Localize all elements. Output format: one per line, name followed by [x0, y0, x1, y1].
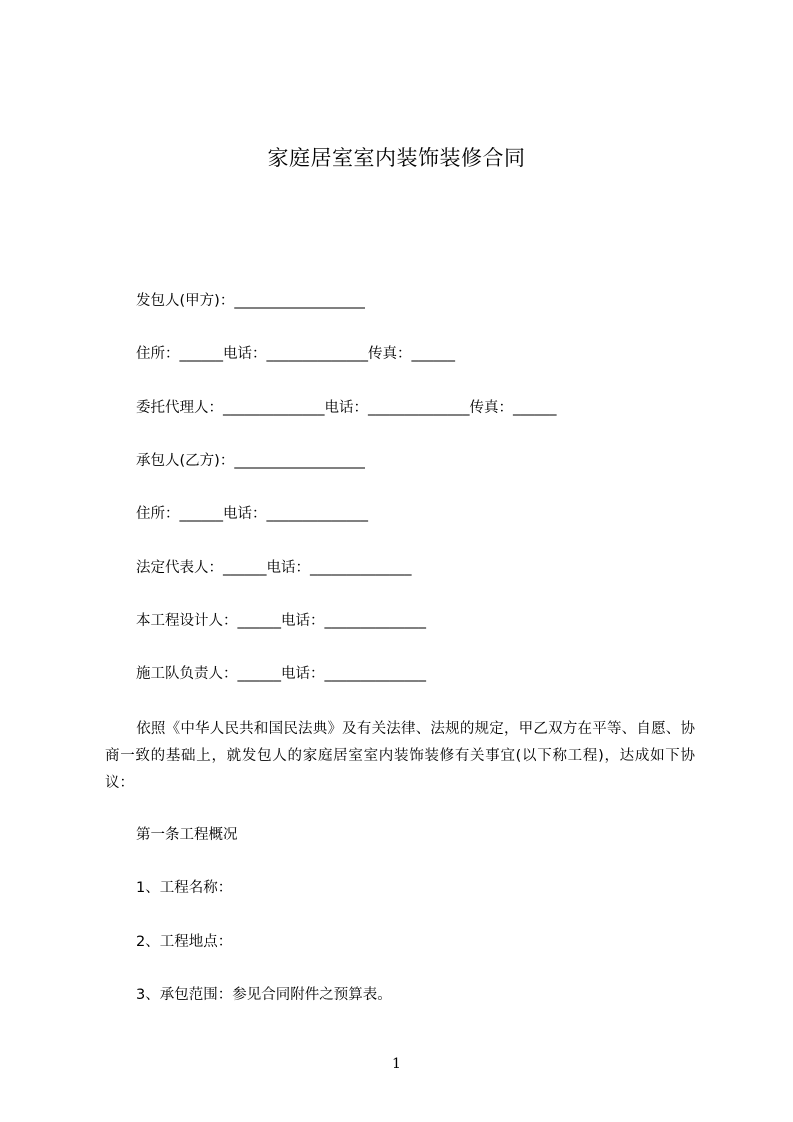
- legal-representative-field: 法定代表人：______电话：______________: [136, 560, 412, 576]
- section-heading: 第一条工程概况: [136, 827, 238, 843]
- contract-scope-item: 3、承包范围：参见合同附件之预算表。: [136, 987, 392, 1003]
- party-b-field: 承包人(乙方)：__________________: [136, 453, 365, 469]
- party-a-field: 发包人(甲方)：__________________: [136, 293, 365, 309]
- page-number: 1: [392, 1056, 401, 1072]
- party-a-address-field: 住所：______电话：______________传真：______: [136, 346, 455, 362]
- project-location-item: 2、工程地点：: [136, 934, 233, 950]
- designer-field: 本工程设计人：______电话：______________: [136, 613, 426, 629]
- project-name-item: 1、工程名称：: [136, 880, 233, 896]
- agent-field: 委托代理人：______________电话：______________传真：______: [136, 400, 557, 416]
- team-leader-field: 施工队负责人：______电话：______________: [136, 666, 426, 682]
- intro-paragraph-text: 依照《中华人民共和国民法典》及有关法律、法规的规定，甲乙双方在平等、自愿、协商一致的基础上，就发包人的家庭居室室内装饰装修有关事宜(以下称工程)，达成如下协议：: [105, 721, 695, 791]
- intro-paragraph: [105, 716, 695, 797]
- document-title: 家庭居室室内装饰装修合同: [267, 146, 526, 170]
- party-b-address-field: 住所：______电话：______________: [136, 506, 368, 522]
